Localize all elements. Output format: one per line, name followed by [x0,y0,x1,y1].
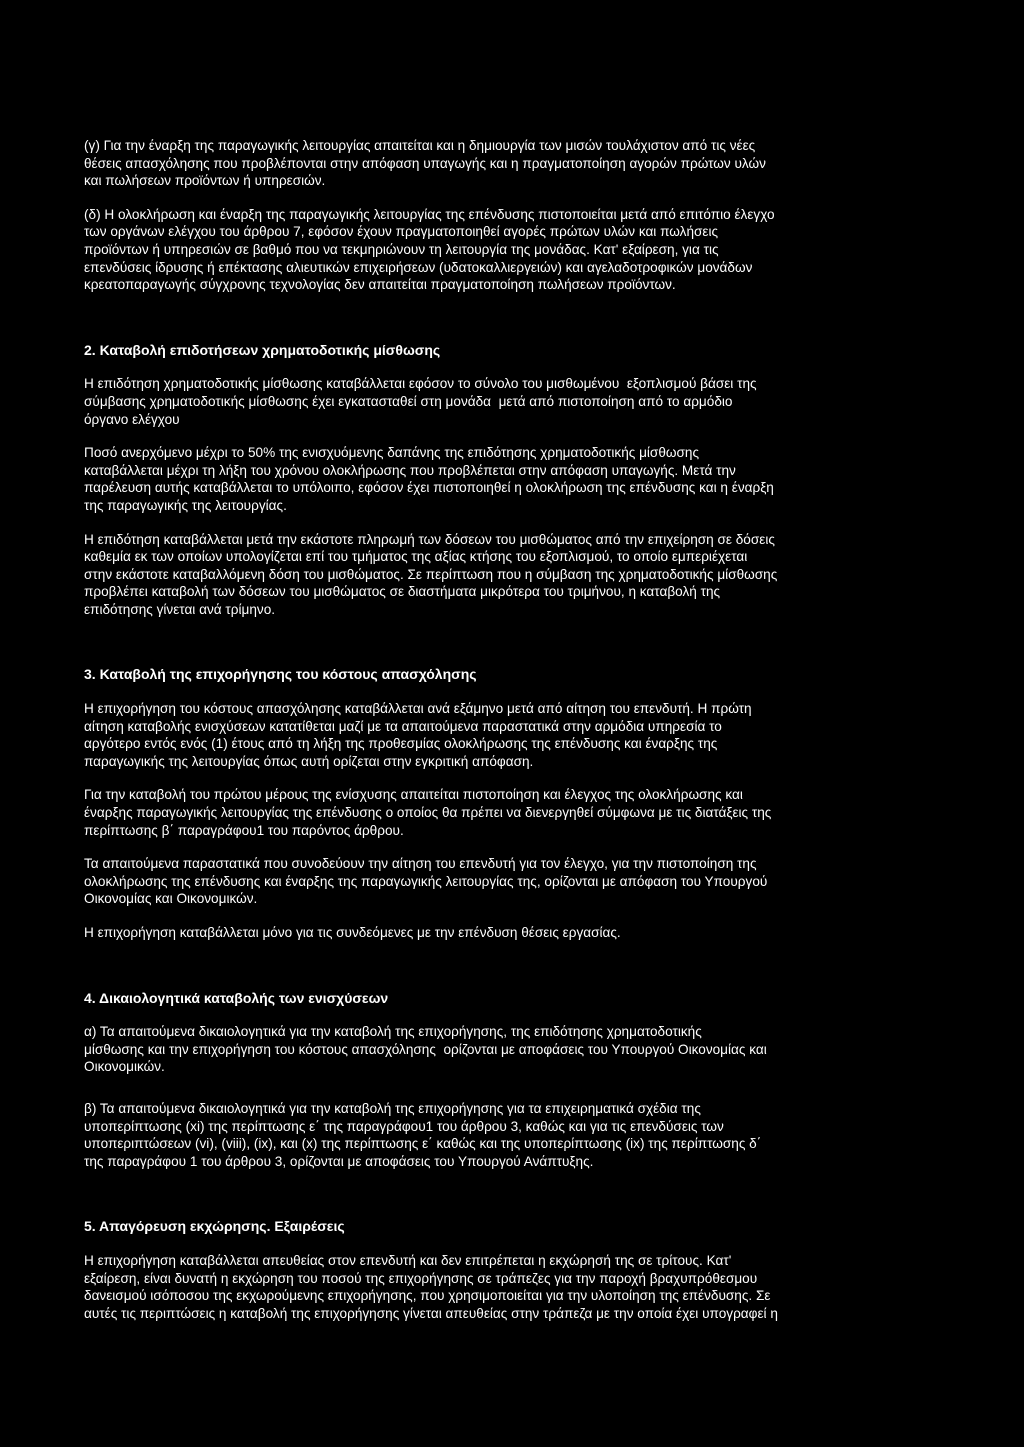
section-heading-5: 5. Απαγόρευση εκχώρησης. Εξαιρέσεις [84,1218,345,1235]
section-4-paragraph-1: α) Τα απαιτούμενα δικαιολογητικά για την καταβολή της επιχορήγησης, της επιδότησης χρηματοδοτικής μίσθωσης και την επιχορήγηση του κόστους απασχόλησης ορίζονται με αποφάσεις του Υπουργού Οικονομίας και Οικονομικών. [84,1024,767,1075]
section-heading-3: 3. Καταβολή της επιχορήγησης του κόστους απασχόλησης [84,666,477,683]
section-3-paragraph-4: Η επιχορήγηση καταβάλλεται μόνο για τις συνδεόμενες με την επένδυση θέσεις εργασίας. [84,925,621,940]
section-heading-2: 2. Καταβολή επιδοτήσεων χρηματοδοτικής μίσθωσης [84,341,441,358]
section-4-paragraph-2: β) Τα απαιτούμενα δικαιολογητικά για την καταβολή της επιχορήγησης για τα επιχειρηματικά σχέδια της υποπερίπτωσης (xi) της περίπτωσης ε΄ της παραγράφου1 του άρθρου 3, καθώς και για τις επενδύσεις των υποπεριπτώσεων (vi), (viii), (ix), και (x) της περίπτωσης ε΄ καθώς και της υποπερίπτωσης (ix) της περίπτωσης δ΄ της παραγράφου 1 του άρθρου 3, ορίζονται με αποφάσεις του Υπουργού Ανάπτυξης. [84,1100,762,1169]
paragraph-gamma: (γ) Για την έναρξη της παραγωγικής λειτουργίας απαιτείται και η δημιουργία των μισών τουλάχιστον από τις νέες θέσεις απασχόλησης που προβλέπονται στην απόφαση υπαγωγής και η πραγματοποίηση αγορών πρώτων υλών και πωλήσεων προϊόντων ή υπηρεσιών. [84,138,766,189]
section-heading-4: 4. Δικαιολογητικά καταβολής των ενισχύσεων [84,989,389,1006]
section-3-paragraph-1: Η επιχορήγηση του κόστους απασχόλησης καταβάλλεται ανά εξάμηνο μετά από αίτηση του επενδυτή. Η πρώτη αίτηση καταβολής ενισχύσεων κατατίθεται μαζί με τα απαιτούμενα παραστατικά στην αρμόδια υπηρεσία το αργότερο εντός ενός (1) έτους από τη λήξη της προθεσμίας ολοκλήρωσης της επένδυσης και έναρξης της παραγωγικής της λειτουργίας όπως αυτή ορίζεται στην εγκριτική απόφαση. [84,701,752,769]
section-2-paragraph-1: Η επιδότηση χρηματοδοτικής μίσθωσης καταβάλλεται εφόσον το σύνολο του μισθωμένου εξοπλισμού βάσει της σύμβασης χρηματοδοτικής μίσθωσης έχει εγκατασταθεί στη μονάδα μετά από πιστοποίηση από το αρμόδιο όργανο ελέγχου [84,376,757,427]
section-3-paragraph-3: Τα απαιτούμενα παραστατικά που συνοδεύουν την αίτηση του επενδυτή για τον έλεγχο, για την πιστοποίηση της ολοκλήρωσης της επένδυσης και έναρξης της παραγωγικής λειτουργίας της, ορίζονται με απόφαση του Υπουργού Οικονομίας και Οικονομικών. [84,856,768,907]
section-2-paragraph-3: Η επιδότηση καταβάλλεται μετά την εκάστοτε πληρωμή των δόσεων του μισθώματος από την επιχείρηση σε δόσεις καθεμία εκ των οποίων υπολογίζεται επί του τμήματος της αξίας κτήσης του εξοπλισμού, το οποίο εμπεριέχεται στην εκάστοτε καταβαλλόμενη δόση του μισθώματος. Σε περίπτωση που η σύμβαση της χρηματοδοτικής μίσθωσης προβλέπει καταβολή των δόσεων του μισθώματος σε διαστήματα μικρότερα του τριμήνου, η καταβολή της επιδότησης γίνεται ανά τρίμηνο. [84,531,778,617]
section-3-paragraph-2: Για την καταβολή του πρώτου μέρους της ενίσχυσης απαιτείται πιστοποίηση και έλεγχος της ολοκλήρωσης και έναρξης παραγωγικής λειτουργίας της επένδυσης ο οποίος θα πρέπει να διενεργηθεί σύμφωνα με τις διατάξεις της περίπτωσης β΄ παραγράφου1 του παρόντος άρθρου. [84,787,772,838]
section-5-paragraph-1: Η επιχορήγηση καταβάλλεται απευθείας στον επενδυτή και δεν επιτρέπεται η εκχώρησή της σε τρίτους. Κατ' εξαίρεση, είναι δυνατή η εκχώρηση του ποσού της επιχορήγησης σε τράπεζες για την παροχή βραχυπρόθεσμου δανεισμού ισόποσου της εκχωρούμενης επιχορήγησης, που χρησιμοποιείται για την υλοποίηση της επένδυσης. Σε αυτές τις περιπτώσεις η καταβολή της επιχορήγησης γίνεται απευθείας στην τράπεζα με την οποία έχει υπογραφεί η [84,1252,778,1321]
document-page [84,137,940,1322]
paragraph-delta: (δ) Η ολοκλήρωση και έναρξη της παραγωγικής λειτουργίας της επένδυσης πιστοποιείται μετά από επιτόπιο έλεγχο των οργάνων ελέγχου του άρθρου 7, εφόσον έχουν πραγματοποιηθεί αγορές πρώτων υλών και πωλήσεις προϊόντων ή υπηρεσιών σε βαθμό που να τεκμηριώνουν τη λειτουργία της μονάδας. Κατ' εξαίρεση, για τις επενδύσεις ίδρυσης ή επέκτασης αλιευτικών επιχειρήσεων (υδατοκαλλιεργειών) και αγελαδοτροφικών μονάδων κρεατοπαραγωγής σύγχρονης τεχνολογίας δεν απαιτείται πραγματοποίηση πωλήσεων προϊόντων. [84,206,775,293]
section-2-paragraph-2: Ποσό ανερχόμενο μέχρι το 50% της ενισχυόμενης δαπάνης της επιδότησης χρηματοδοτικής μίσθωσης καταβάλλεται μέχρι τη λήξη του χρόνου ολοκλήρωσης που προβλέπεται στην απόφαση υπαγωγής. Μετά την παρέλευση αυτής καταβάλλεται το υπόλοιπο, εφόσον έχει πιστοποιηθεί η ολοκλήρωση της επένδυσης και η έναρξη της παραγωγικής της λειτουργίας. [84,445,774,513]
